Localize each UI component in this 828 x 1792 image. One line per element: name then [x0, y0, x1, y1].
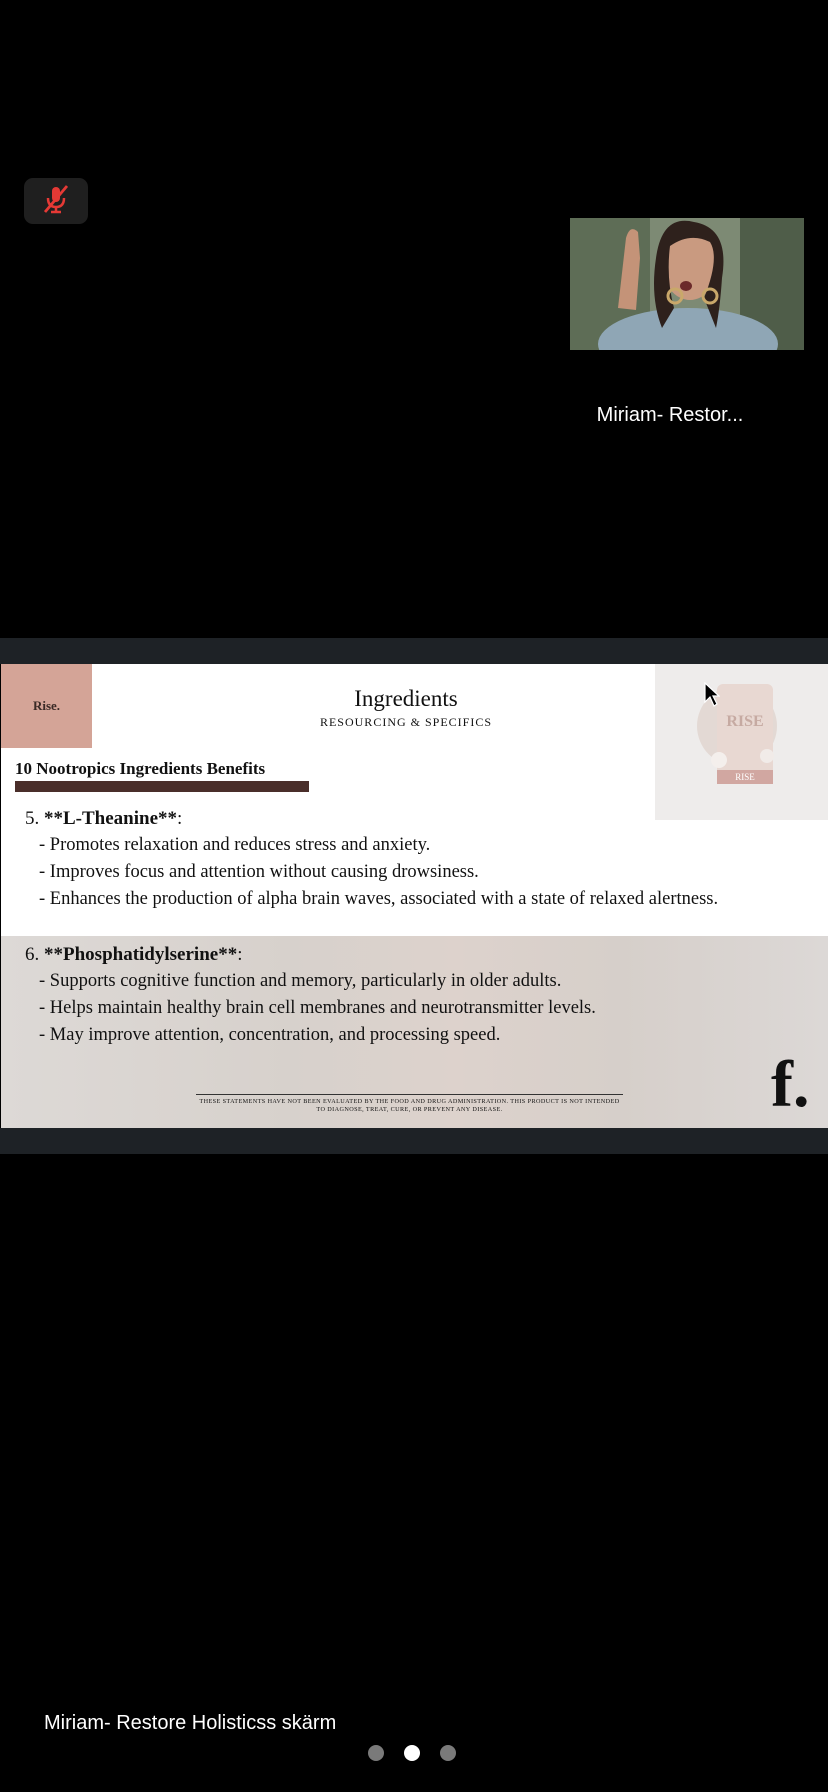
page-dot-active[interactable]: [404, 1745, 420, 1761]
rise-badge: Rise.: [1, 664, 92, 748]
benefit-bullet: - Supports cognitive function and memory, particularly in older adults.: [39, 971, 562, 991]
fda-disclaimer: THESE STATEMENTS HAVE NOT BEEN EVALUATED BY THE FOOD AND DRUG ADMINISTRATION. THIS PRODUCT IS NOT INTENDED TO DIAGNOSE, TREAT, CURE, OR PREVENT ANY DISEASE.: [196, 1094, 623, 1114]
participant-video[interactable]: [570, 218, 804, 350]
section-heading-text: Nootropics Ingredients Benefits: [36, 759, 266, 778]
mouse-pointer-icon: [704, 682, 720, 713]
brand-logo: f.: [771, 1048, 810, 1121]
page-indicator[interactable]: [368, 1745, 456, 1761]
svg-text:RISE: RISE: [726, 713, 764, 730]
benefit-bullet: - Improves focus and attention without causing drowsiness.: [39, 862, 479, 882]
ingredient-number: 5.: [25, 808, 40, 829]
slide-subtitle: RESOURCING & SPECIFICS: [319, 715, 493, 729]
ingredient-suffix: :: [177, 808, 183, 829]
section-number: 10: [15, 759, 32, 778]
section-heading: [15, 759, 265, 779]
page-dot[interactable]: [440, 1745, 456, 1761]
participant-video-frame: [570, 218, 804, 350]
ingredient-suffix: :: [237, 944, 243, 965]
benefit-bullet: - Enhances the production of alpha brain waves, associated with a state of relaxed alertness.: [39, 889, 719, 909]
benefit-bullet: - Helps maintain healthy brain cell membranes and neurotransmitter levels.: [39, 998, 596, 1018]
share-bottom-bar: [0, 1128, 828, 1154]
mute-indicator[interactable]: [24, 178, 88, 224]
share-top-bar: [0, 638, 828, 664]
svg-text:RISE: RISE: [735, 772, 755, 782]
benefit-bullet: - Promotes relaxation and reduces stress and anxiety.: [39, 835, 431, 855]
screen-share-label: Miriam- Restore Holisticss skärm: [44, 1712, 337, 1734]
benefit-bullet: - May improve attention, concentration, and processing speed.: [39, 1025, 501, 1045]
ingredient-title: [25, 944, 242, 966]
shared-slide: [1, 664, 828, 1128]
heading-bar: [15, 781, 309, 792]
slide-title: Ingredients: [354, 686, 458, 711]
ingredient-name: **L-Theanine**: [44, 808, 178, 829]
participant-name: Miriam- Restor...: [596, 404, 744, 426]
ingredient-title: [25, 808, 182, 830]
page-dot[interactable]: [368, 1745, 384, 1761]
mic-muted-icon: [39, 182, 73, 221]
ingredient-number: 6.: [25, 944, 40, 965]
product-image: [655, 664, 828, 820]
ingredient-name: **Phosphatidylserine**: [44, 944, 238, 965]
